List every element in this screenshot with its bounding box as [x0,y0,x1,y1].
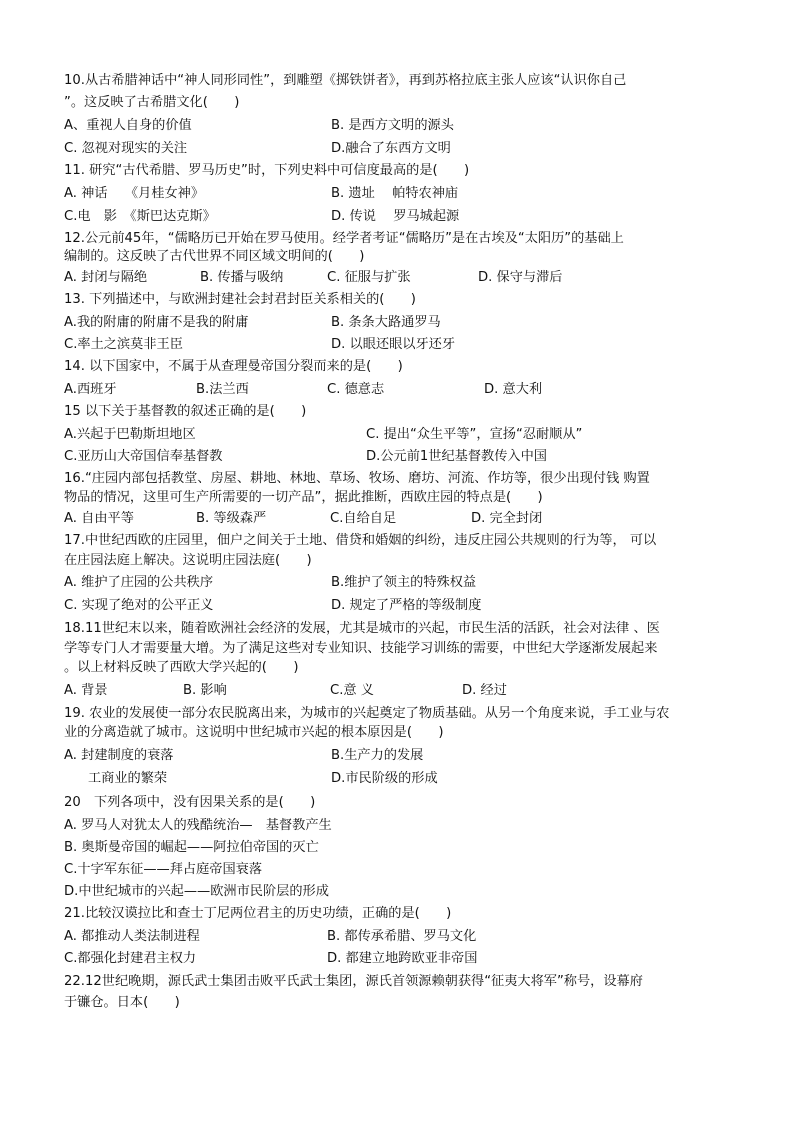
q19-option-b: B.生产力的发展 [331,748,424,763]
q17-stem-line-2: 在庄园法庭上解决。这说明庄园法庭( ) [64,553,312,568]
q12-stem-line-2: 编制的。这反映了古代世界不同区域文明间的( ) [64,249,365,264]
q18-option-a: A. 背景 [64,683,108,698]
q16-stem-line-2: 物品的情况，这里可生产所需要的一切产品”，据此推断，西欧庄园的特点是( ) [64,490,543,505]
q13-option-d: D. 以眼还眼以牙还牙 [331,337,456,352]
q15-stem: 15 以下关于基督教的叙述正确的是( ) [64,404,307,419]
q18-option-c: C.意 义 [330,683,374,698]
q19-option-d: D.市民阶级的形成 [331,771,438,786]
q16-option-d: D. 完全封闭 [471,511,543,526]
q18-option-b: B. 影响 [183,683,227,698]
q15-option-b: C. 提出“众生平等”，宣扬“忍耐顺从” [366,427,583,442]
q10-stem-line-2: ”。这反映了古希腊文化( ) [64,95,240,110]
q10-option-b: B. 是西方文明的源头 [331,118,454,133]
q10-option-c: C. 忽视对现实的关注 [64,141,188,156]
q12-option-d: D. 保守与滞后 [478,270,563,285]
q16-stem-line-1: 16.“庄园内部包括教堂、房屋、耕地、林地、草场、牧场、磨坊、河流、作坊等，很少出现付钱 购置 [64,471,650,486]
q19-stem-line-2: 业的分离造就了城市。这说明中世纪城市兴起的根本原因是( ) [64,725,444,740]
q14-stem: 14. 以下国家中，不属于从查理曼帝国分裂而来的是( ) [64,359,403,374]
q10-stem-line-1: 10.从古希腊神话中“神人同形同性”，到雕塑《掷铁饼者》，再到苏格拉底主张人应该“认识你自己 [64,73,627,88]
q13-stem: 13. 下列描述中，与欧洲封建社会封君封臣关系相关的( ) [64,292,416,307]
q14-option-d: D. 意大利 [484,382,543,397]
q19-option-a: A. 封建制度的衰落 [64,748,174,763]
q13-option-a: A.我的附庸的附庸不是我的附庸 [64,315,249,330]
q16-option-c: C.自给自足 [330,511,397,526]
q15-option-d: D.公元前1世纪基督教传入中国 [366,449,547,464]
q11-option-c: C.电 影 《斯巴达克斯》 [64,209,216,224]
q17-option-d: D. 规定了严格的等级制度 [331,598,482,613]
q13-option-c: C.率土之滨莫非王臣 [64,337,183,352]
q12-stem-line-1: 12.公元前45年，“儒略历已开始在罗马使用。经学者考证“儒略历”是在古埃及“太阳历”的基础上 [64,231,624,246]
q17-option-b: B.维护了领主的特殊权益 [331,575,477,590]
q20-option-c: C.十字军东征——拜占庭帝国衰落 [64,862,263,877]
q11-option-d: D. 传说 罗马城起源 [331,209,460,224]
q19-stem-line-1: 19. 农业的发展使一部分农民脱离出来，为城市的兴起奠定了物质基础。从另一个角度来说，手工业与农 [64,706,670,721]
q16-option-b: B. 等级森严 [196,511,267,526]
q19-option-c: 工商业的繁荣 [88,771,168,786]
q21-option-c: C.都强化封建君主权力 [64,951,197,966]
q14-option-c: C. 德意志 [327,382,385,397]
q21-stem: 21.比较汉谟拉比和查士丁尼两位君主的历史功绩，正确的是( ) [64,906,452,921]
q11-option-b: B. 遗址 帕特农神庙 [331,186,459,201]
q22-stem-line-1: 22.12世纪晚期，源氏武士集团击败平氏武士集团，源氏首领源赖朝获得“征夷大将军”称号，设幕府 [64,974,643,989]
q10-option-a: A、重视人自身的价值 [64,118,192,133]
q12-option-a: A. 封闭与隔绝 [64,270,148,285]
q18-option-d: D. 经过 [462,683,507,698]
q17-option-a: A. 维护了庄园的公共秩序 [64,575,214,590]
q15-option-a: A.兴起于巴勒斯坦地区 [64,427,196,442]
q14-option-a: A.西班牙 [64,382,117,397]
q13-option-b: B. 条条大路通罗马 [331,315,441,330]
q14-option-b: B.法兰西 [196,382,249,397]
q22-stem-line-2: 于镰仓。日本( ) [64,995,180,1010]
q18-stem-line-1: 18.11世纪末以来，随着欧洲社会经济的发展，尤其是城市的兴起，市民生活的活跃，社会对法律 、医 [64,621,660,636]
q12-option-c: C. 征服与扩张 [327,270,411,285]
q20-option-d: D.中世纪城市的兴起——欧洲市民阶层的形成 [64,884,329,899]
q20-stem: 20 下列各项中，没有因果关系的是( ) [64,795,316,810]
q21-option-a: A. 都推动人类法制进程 [64,929,200,944]
q18-stem-line-3: 。以上材料反映了西欧大学兴起的( ) [64,660,299,675]
q16-option-a: A. 自由平等 [64,511,134,526]
q11-stem: 11. 研究“古代希腊、罗马历史”时，下列史料中可信度最高的是( ) [64,163,470,178]
q20-option-a: A. 罗马人对犹太人的残酷统治— 基督教产生 [64,818,332,833]
q20-option-b: B. 奥斯曼帝国的崛起——阿拉伯帝国的灭亡 [64,840,319,855]
q10-option-d: D.融合了东西方文明 [331,141,451,156]
q11-option-a: A. 神话 《月桂女神》 [64,186,205,201]
q15-option-c: C.亚历山大帝国信奉基督教 [64,449,223,464]
q21-option-b: B. 都传承希腊、罗马文化 [327,929,477,944]
q17-option-c: C. 实现了绝对的公平正义 [64,598,214,613]
q17-stem-line-1: 17.中世纪西欧的庄园里，佃户之间关于土地、借贷和婚姻的纠纷，违反庄园公共规则的行为等， 可以 [64,533,657,548]
q21-option-d: D. 都建立地跨欧亚非帝国 [327,951,478,966]
q12-option-b: B. 传播与吸纳 [200,270,284,285]
q18-stem-line-2: 学等专门人才需要量大增。为了满足这些对专业知识、技能学习训练的需要，中世纪大学逐渐发展起来 [64,641,658,656]
